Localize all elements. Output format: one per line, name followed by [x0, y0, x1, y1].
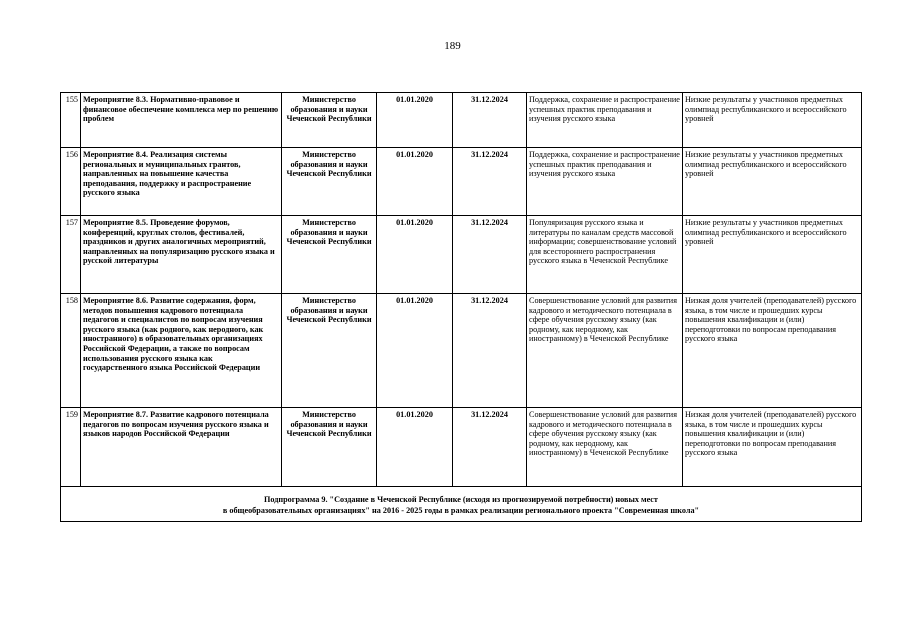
start-date-cell: 01.01.2020	[377, 294, 453, 408]
end-date-cell: 31.12.2024	[453, 216, 527, 294]
risk-cell: Низкие результаты у участников предметных олимпиад республиканского и всероссийского уровней	[683, 148, 862, 216]
result-cell: Совершенствование условий для развития кадрового и методического потенциала в сфере обучения русскому языку (как родному, как неродному, как иностранному) в Чеченской Республике	[527, 294, 683, 408]
start-date-cell: 01.01.2020	[377, 148, 453, 216]
event-cell: Мероприятие 8.4. Реализация системы региональных и муниципальных грантов, направленных на повышение качества преподавания, поддержку и распространение русского языка	[81, 148, 282, 216]
start-date-cell: 01.01.2020	[377, 408, 453, 487]
executor-cell: Министерство образования и науки Чеченской Республики	[282, 294, 377, 408]
result-cell: Популяризация русского языка и литературы по каналам средств массовой информации; совершенствование условий для всестороннего распространения русского языка в Чеченской Республике	[527, 216, 683, 294]
start-date-cell: 01.01.2020	[377, 93, 453, 148]
row-number: 157	[61, 216, 81, 294]
executor-cell: Министерство образования и науки Чеченской Республики	[282, 216, 377, 294]
risk-cell: Низкие результаты у участников предметных олимпиад республиканского и всероссийского уровней	[683, 216, 862, 294]
end-date-cell: 31.12.2024	[453, 148, 527, 216]
start-date-cell: 01.01.2020	[377, 216, 453, 294]
end-date-cell: 31.12.2024	[453, 408, 527, 487]
end-date-cell: 31.12.2024	[453, 294, 527, 408]
executor-cell: Министерство образования и науки Чеченской Республики	[282, 93, 377, 148]
risk-cell: Низкая доля учителей (преподавателей) русского языка, в том числе и прошедших курсы повышения квалификации и (или) переподготовки по вопросам преподавания русского языка	[683, 294, 862, 408]
end-date-cell: 31.12.2024	[453, 93, 527, 148]
result-cell: Поддержка, сохранение и распространение успешных практик преподавания и изучения русского языка	[527, 93, 683, 148]
table-row	[61, 294, 862, 408]
subprogram-heading-line: в общеобразовательных организациях" на 2016 - 2025 годы в рамках реализации регионального проекта "Современная школа"	[222, 505, 700, 515]
page-number: 189	[444, 40, 461, 52]
table-row	[61, 408, 862, 487]
row-number: 159	[61, 408, 81, 487]
table-row	[61, 93, 862, 148]
row-number: 155	[61, 93, 81, 148]
table-row	[61, 148, 862, 216]
subprogram-heading	[61, 487, 862, 522]
subprogram-heading-row	[61, 487, 862, 522]
risk-cell: Низкие результаты у участников предметных олимпиад республиканского и всероссийского уровней	[683, 93, 862, 148]
event-cell: Мероприятие 8.3. Нормативно-правовое и финансовое обеспечение комплекса мер по решению проблем	[81, 93, 282, 148]
event-cell: Мероприятие 8.7. Развитие кадрового потенциала педагогов по вопросам изучения русского языка и языков народов Российской Федерации	[81, 408, 282, 487]
executor-cell: Министерство образования и науки Чеченской Республики	[282, 408, 377, 487]
row-number: 156	[61, 148, 81, 216]
result-cell: Поддержка, сохранение и распространение успешных практик преподавания и изучения русского языка	[527, 148, 683, 216]
executor-cell: Министерство образования и науки Чеченской Республики	[282, 148, 377, 216]
risk-cell: Низкая доля учителей (преподавателей) русского языка, в том числе и прошедших курсы повышения квалификации и (или) переподготовки по вопросам преподавания русского языка	[683, 408, 862, 487]
program-table	[60, 92, 862, 522]
event-cell: Мероприятие 8.6. Развитие содержания, форм, методов повышения кадрового потенциала педагогов и специалистов по вопросам изучения русского языка (как родного, как неродного, как иностранного) в образовательных организациях Российской Федерации, а также по вопросам использования русского языка как государственного языка Российской Федерации	[81, 294, 282, 408]
row-number: 158	[61, 294, 81, 408]
subprogram-heading-line: Подпрограмма 9. "Создание в Чеченской Республике (исходя из прогнозируемой потребности) новых мест	[264, 494, 658, 504]
table-row	[61, 216, 862, 294]
result-cell: Совершенствование условий для развития кадрового и методического потенциала в сфере обучения русскому языку (как родному, как неродному, как иностранному) в Чеченской Республике	[527, 408, 683, 487]
event-cell: Мероприятие 8.5. Проведение форумов, конференций, круглых столов, фестивалей, праздников и других аналогичных мероприятий, направленных на популяризацию русского языка и русской литературы	[81, 216, 282, 294]
